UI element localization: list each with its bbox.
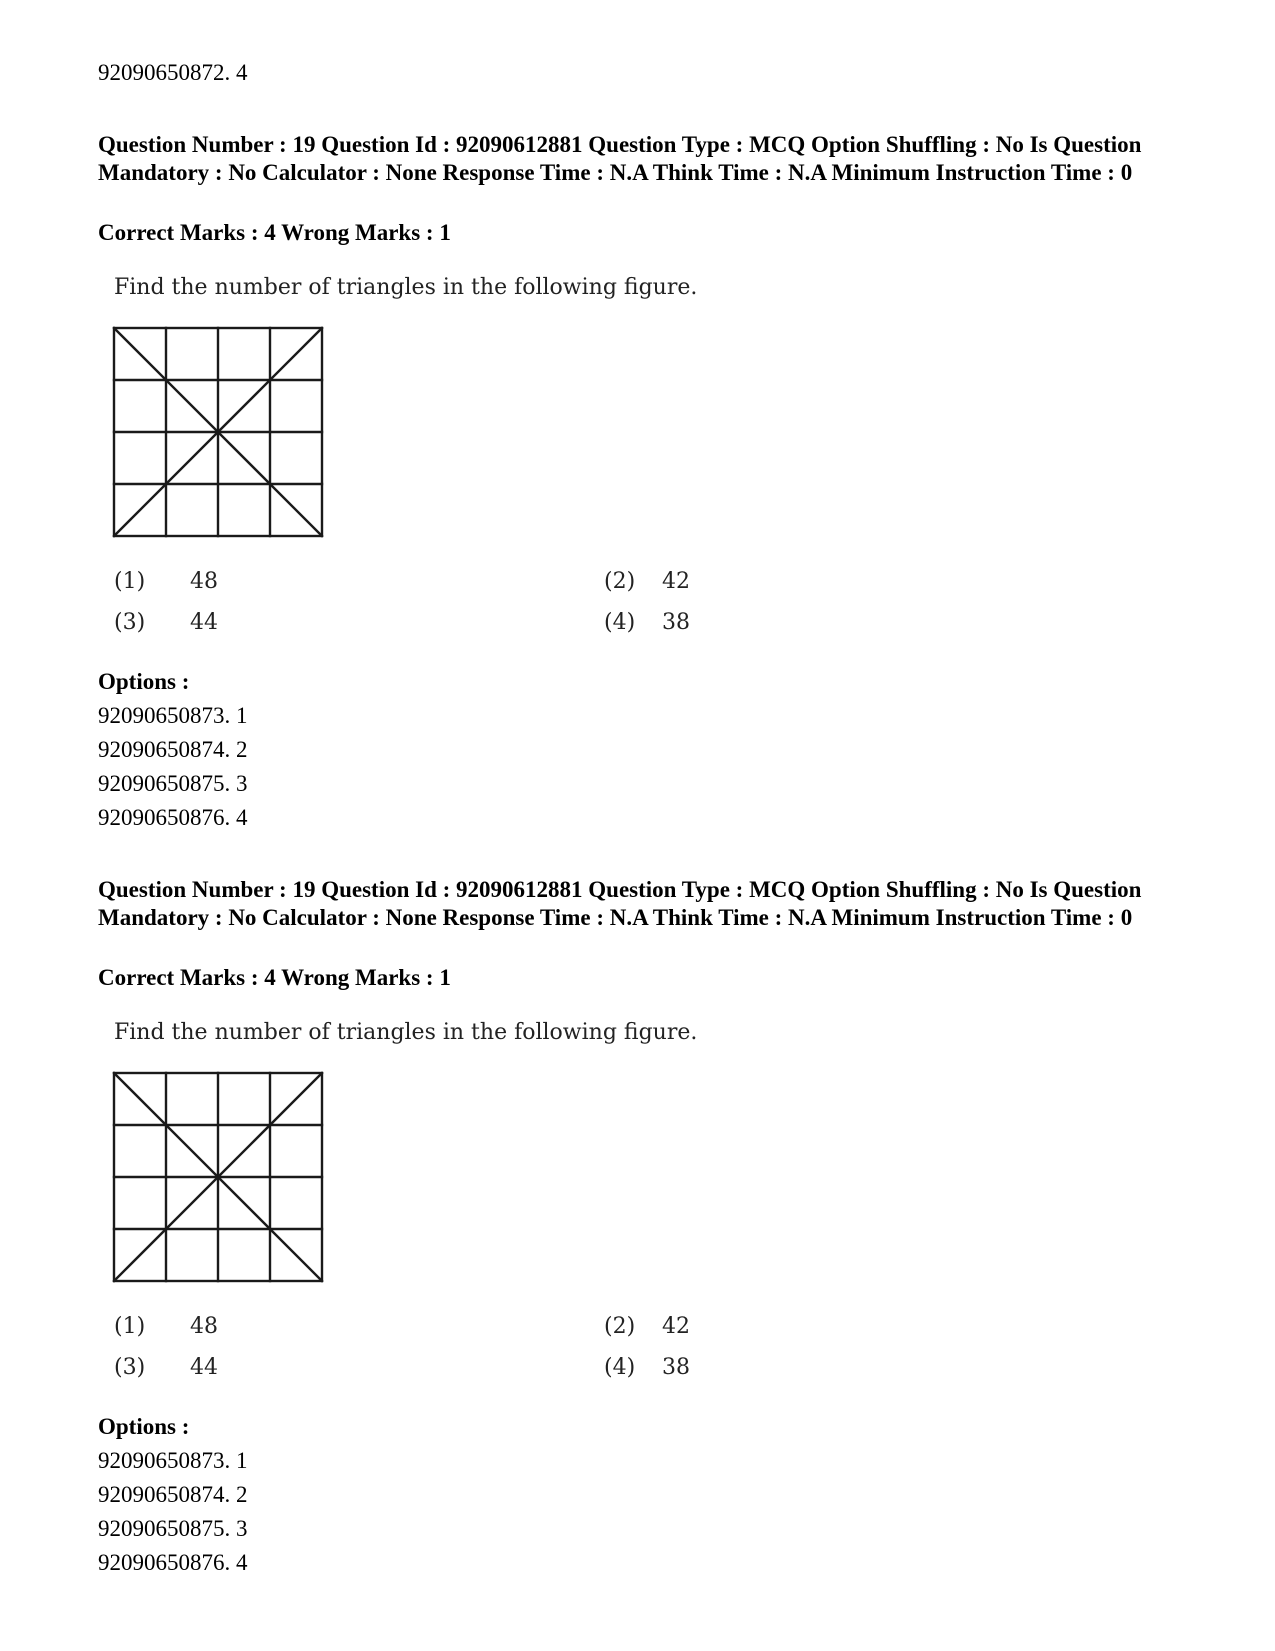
choice-number: (4) [604, 610, 636, 635]
choice-value: 38 [662, 1355, 690, 1380]
previous-option-line: 92090650872. 4 [98, 60, 248, 85]
answer-choice-1 [114, 568, 218, 596]
answer-choice-3 [114, 1354, 218, 1382]
option-line: 92090650876. 4 [98, 1550, 248, 1575]
options-heading: Options : [98, 1414, 190, 1439]
option-line: 92090650876. 4 [98, 805, 248, 830]
triangles-figure [112, 326, 324, 538]
option-line: 92090650874. 2 [98, 737, 248, 762]
question-meta: Question Number : 19 Question Id : 92090612881 Question Type : MCQ Option Shuffling : No Is Question Mandatory : No Calculator : None Response Time : N.A Think Time : N.A Minimum Instruction Time : 0 [98, 877, 1142, 930]
answer-choice-2 [604, 1313, 690, 1341]
option-line: 92090650875. 3 [98, 1516, 248, 1541]
question-meta: Question Number : 19 Question Id : 92090612881 Question Type : MCQ Option Shuffling : No Is Question Mandatory : No Calculator : None Response Time : N.A Think Time : N.A Minimum Instruction Time : 0 [98, 132, 1142, 185]
options-heading: Options : [98, 669, 190, 694]
choice-value: 42 [662, 569, 690, 594]
question-text: Find the number of triangles in the following figure. [114, 1020, 698, 1045]
question-marks: Correct Marks : 4 Wrong Marks : 1 [98, 220, 451, 245]
answer-choice-3 [114, 609, 218, 637]
choice-number: (3) [114, 610, 146, 635]
choice-number: (2) [604, 1314, 636, 1339]
choice-number: (1) [114, 1314, 146, 1339]
option-line: 92090650873. 1 [98, 703, 248, 728]
question-text: Find the number of triangles in the following figure. [114, 275, 698, 300]
choice-value: 48 [190, 569, 218, 594]
choice-value: 44 [190, 610, 218, 635]
choice-value: 48 [190, 1314, 218, 1339]
choice-number: (2) [604, 569, 636, 594]
answer-choice-4 [604, 1354, 690, 1382]
choice-number: (4) [604, 1355, 636, 1380]
choice-number: (1) [114, 569, 146, 594]
choice-value: 38 [662, 610, 690, 635]
answer-choice-1 [114, 1313, 218, 1341]
question-marks: Correct Marks : 4 Wrong Marks : 1 [98, 965, 451, 990]
choice-number: (3) [114, 1355, 146, 1380]
triangles-figure [112, 1071, 324, 1283]
answer-choice-2 [604, 568, 690, 596]
answer-choice-4 [604, 609, 690, 637]
option-line: 92090650875. 3 [98, 771, 248, 796]
choice-value: 44 [190, 1355, 218, 1380]
option-line: 92090650873. 1 [98, 1448, 248, 1473]
choice-value: 42 [662, 1314, 690, 1339]
option-line: 92090650874. 2 [98, 1482, 248, 1507]
